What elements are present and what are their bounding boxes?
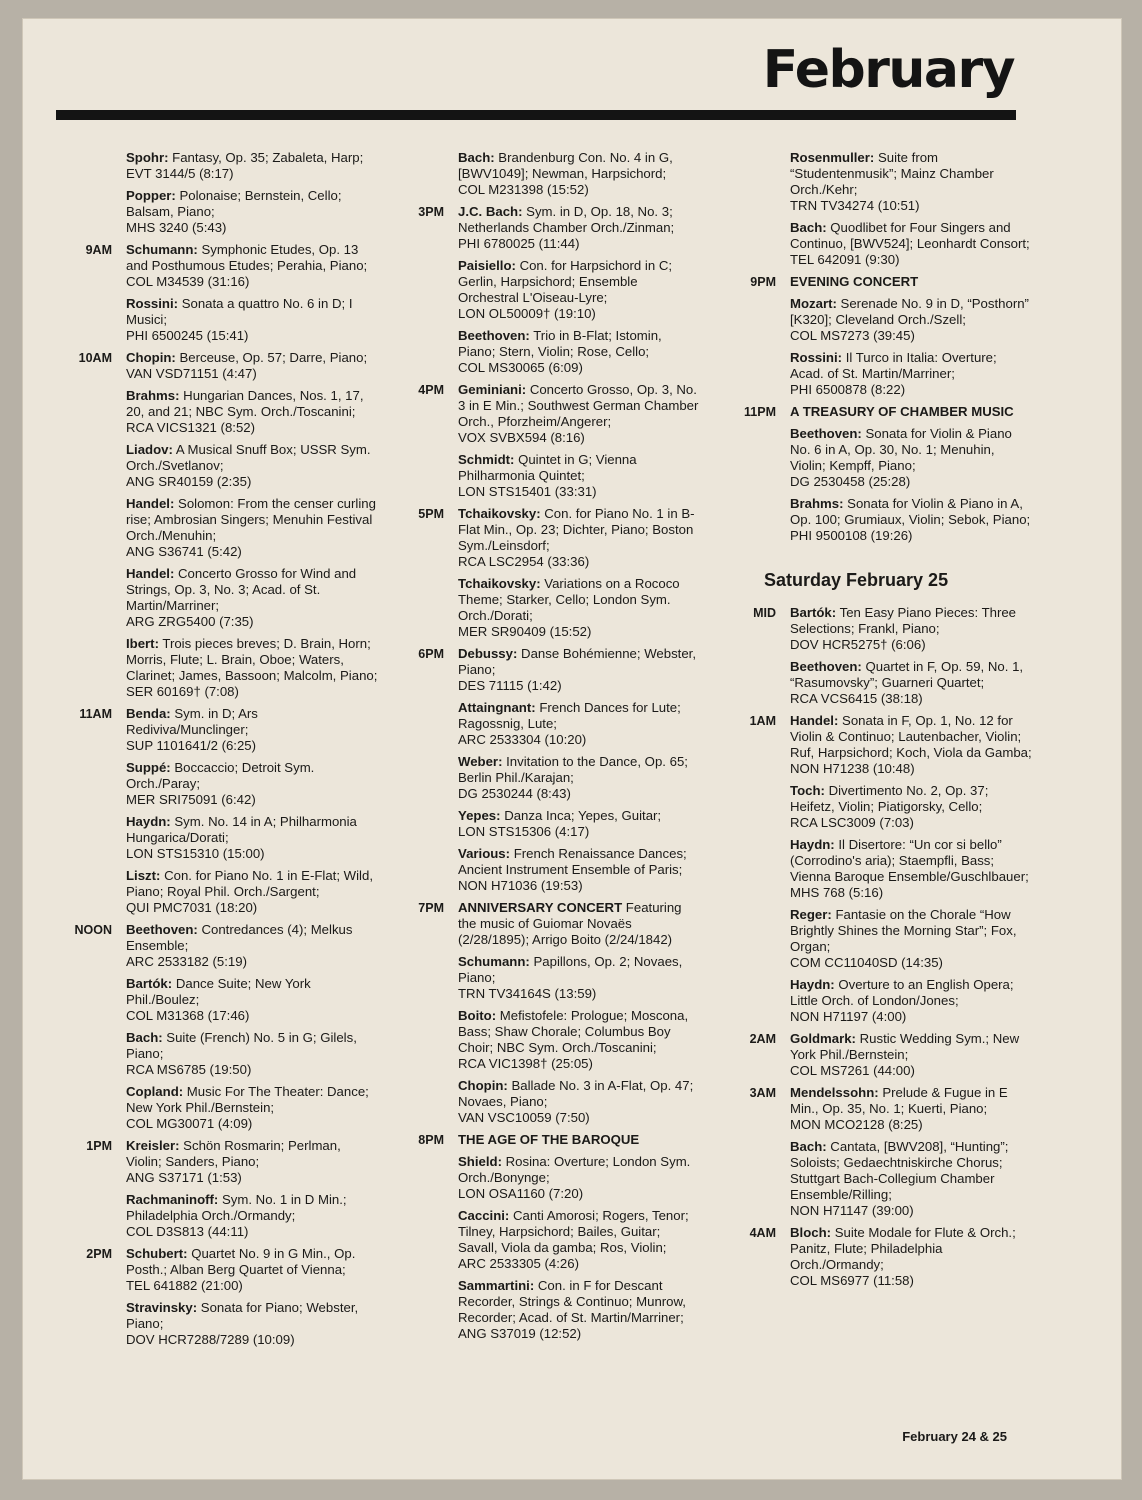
program-details: Ten Easy Piano Pieces: Three Selections; Frankl, Piano; [790, 605, 1017, 636]
schedule-entry [48, 1246, 378, 1294]
composer-name: Handel: [126, 566, 175, 581]
program-details: Featuring the music of Guiomar Novaës (2/28/1895); Arrigo Boito (2/24/1842) [458, 900, 682, 947]
composer-name: Bach: [790, 220, 827, 235]
program-details: Con. for Harpsichord in C; Gerlin, Harpsichord; Ensemble Orchestral L'Oiseau-Lyre; [458, 258, 673, 305]
time-slot: 9AM [85, 243, 112, 257]
composer-name: Rachmaninoff: [126, 1192, 219, 1207]
composer-name: Benda: [126, 706, 171, 721]
schedule-entry [712, 907, 1032, 971]
catalog-number: RCA VIC1398† (25:05) [458, 1056, 593, 1071]
catalog-number: COL M31368 (17:46) [126, 1008, 250, 1023]
schedule-entry [380, 1154, 700, 1202]
schedule-entry [48, 814, 378, 862]
catalog-number: ANG S37171 (1:53) [126, 1170, 242, 1185]
composer-name: Beethoven: [790, 659, 862, 674]
schedule-entry [48, 976, 378, 1024]
catalog-number: LON STS15310 (15:00) [126, 846, 265, 861]
composer-name: Brahms: [126, 388, 180, 403]
composer-name: Rossini: [126, 296, 179, 311]
program-details: Trois pieces breves; D. Brain, Horn; Morris, Flute; L. Brain, Oboe; Waters, Clarinet; James, Bassoon; Malcolm, Piano; [126, 636, 378, 683]
composer-name: Shield: [458, 1154, 502, 1169]
program-details: Solomon: From the censer curling rise; Ambrosian Singers; Menuhin Festival Orch./Menuhin; [126, 496, 376, 543]
catalog-number: TRN TV34274 (10:51) [790, 198, 920, 213]
schedule-entry [712, 1031, 1032, 1079]
schedule-entry [48, 1084, 378, 1132]
composer-name: Haydn: [790, 837, 835, 852]
schedule-entry [380, 150, 700, 198]
schedule-entry [380, 954, 700, 1002]
program-details: A Musical Snuff Box; USSR Sym. Orch./Svetlanov; [126, 442, 371, 473]
program-details: Rustic Wedding Sym.; New York Phil./Bernstein; [790, 1031, 1020, 1062]
schedule-entry [380, 1208, 700, 1272]
program-details: Dance Suite; New York Phil./Boulez; [126, 976, 311, 1007]
composer-name: Various: [458, 846, 511, 861]
time-slot: 2PM [86, 1247, 112, 1261]
composer-name: Schumann: [126, 242, 198, 257]
composer-name: Copland: [126, 1084, 184, 1099]
schedule-entry [48, 188, 378, 236]
program-details: Sym. in D; Ars Rediviva/Munclinger; [126, 706, 258, 737]
schedule-entry [380, 900, 700, 948]
schedule-entry [712, 977, 1032, 1025]
catalog-number: DG 2530244 (8:43) [458, 786, 571, 801]
catalog-number: DG 2530458 (25:28) [790, 474, 911, 489]
program-details: Canti Amorosi; Rogers, Tenor; Tilney, Harpsichord; Bailes, Guitar; Savall, Viola da gamba; Ros, Violin; [458, 1208, 689, 1255]
composer-name: Goldmark: [790, 1031, 856, 1046]
program-details: Ballade No. 3 in A-Flat, Op. 47; Novaes, Piano; [458, 1078, 694, 1109]
catalog-number: NON H71036 (19:53) [458, 878, 583, 893]
composer-name: Geminiani: [458, 382, 527, 397]
composer-name: Caccini: [458, 1208, 510, 1223]
schedule-entry [712, 296, 1032, 344]
program-details: Fantasy, Op. 35; Zabaleta, Harp; [168, 150, 364, 165]
schedule-entry [380, 204, 700, 252]
schedule-entry [712, 220, 1032, 268]
catalog-number: VAN VSD71151 (4:47) [126, 366, 257, 381]
composer-name: Bach: [126, 1030, 163, 1045]
time-slot: 10AM [78, 351, 112, 365]
schedule-entry [380, 1008, 700, 1072]
composer-name: Mendelssohn: [790, 1085, 879, 1100]
catalog-number: COL MS6977 (11:58) [790, 1273, 914, 1288]
schedule-entry [712, 1139, 1032, 1219]
composer-name: Beethoven: [790, 426, 862, 441]
composer-name: Yepes: [458, 808, 501, 823]
catalog-number: DES 71115 (1:42) [458, 678, 562, 693]
catalog-number: ARC 2533304 (10:20) [458, 732, 587, 747]
schedule-entry [380, 258, 700, 322]
program-details: Quartet in F, Op. 59, No. 1, “Rasumovsky”; Guarneri Quartet; [790, 659, 1024, 690]
composer-name: Kreisler: [126, 1138, 180, 1153]
schedule-entry [48, 1030, 378, 1078]
program-details: Danza Inca; Yepes, Guitar; [500, 808, 662, 823]
catalog-number: LON OL50009† (19:10) [458, 306, 596, 321]
program-details: Il Disertore: “Un cor si bello” (Corrodino's aria); Staempfli, Bass; Vienna Baroque Ensemble/Guschlbauer; [790, 837, 1029, 884]
schedule-entry [712, 1225, 1032, 1289]
program-details: Suite (French) No. 5 in G; Gilels, Piano; [126, 1030, 357, 1061]
composer-name: Bartók: [126, 976, 173, 991]
schedule-entry [712, 350, 1032, 398]
program-details: Con. for Piano No. 1 in B-Flat Min., Op. 23; Dichter, Piano; Boston Sym./Leinsdorf; [458, 506, 695, 553]
schedule-entry [48, 868, 378, 916]
composer-name: Bach: [790, 1139, 827, 1154]
program-details: Variations on a Rococo Theme; Starker, Cello; London Sym. Orch./Dorati; [458, 576, 680, 623]
composer-name: Liadov: [126, 442, 173, 457]
program-details: Boccaccio; Detroit Sym. Orch./Paray; [126, 760, 315, 791]
time-slot: MID [753, 606, 776, 620]
magazine-page [22, 18, 1122, 1480]
catalog-number: RCA LSC2954 (33:36) [458, 554, 590, 569]
time-slot: 4PM [418, 383, 444, 397]
catalog-number: COL M34539 (31:16) [126, 274, 250, 289]
schedule-entry [48, 760, 378, 808]
catalog-number: MHS 3240 (5:43) [126, 220, 227, 235]
catalog-number: COL M231398 (15:52) [458, 182, 589, 197]
composer-name: Attaingnant: [458, 700, 536, 715]
schedule-column-2 [380, 150, 700, 1348]
schedule-entry [48, 636, 378, 700]
program-details: Cantata, [BWV208], “Hunting”; Soloists; Gedaechtniskirche Chorus; Stuttgart Bach-Collegium Chamber Ensemble/Rilling; [790, 1139, 1009, 1202]
program-details: Quodlibet for Four Singers and Continuo, [BWV524]; Leonhardt Consort; [790, 220, 1030, 251]
program-details: Rosina: Overture; London Sym. Orch./Bonynge; [458, 1154, 691, 1185]
schedule-entry [380, 1078, 700, 1126]
program-details: French Dances for Lute; Ragossnig, Lute; [458, 700, 681, 731]
program-details: Suite Modale for Flute & Orch.; Panitz, Flute; Philadelphia Orch./Ormandy; [790, 1225, 1016, 1272]
time-slot: 4AM [749, 1226, 776, 1240]
program-details: Symphonic Etudes, Op. 13 and Posthumous Etudes; Perahia, Piano; [126, 242, 368, 273]
composer-name: Brahms: [790, 496, 844, 511]
schedule-column-1 [48, 150, 378, 1354]
composer-name: Reger: [790, 907, 832, 922]
catalog-number: LON STS15401 (33:31) [458, 484, 597, 499]
composer-name: Ibert: [126, 636, 159, 651]
program-details: Il Turco in Italia: Overture; Acad. of St. Martin/Marriner; [790, 350, 997, 381]
catalog-number: ANG S37019 (12:52) [458, 1326, 582, 1341]
schedule-entry [48, 150, 378, 182]
schedule-entry [380, 382, 700, 446]
catalog-number: MHS 768 (5:16) [790, 885, 884, 900]
schedule-entry [712, 783, 1032, 831]
composer-name: Tchaikovsky: [458, 506, 541, 521]
catalog-number: TEL 641882 (21:00) [126, 1278, 243, 1293]
program-details: Papillons, Op. 2; Novaes, Piano; [458, 954, 683, 985]
catalog-number: ANG SR40159 (2:35) [126, 474, 252, 489]
page-title: February [762, 40, 1014, 100]
schedule-entry [48, 922, 378, 970]
program-details: Sonata for Violin & Piano in A, Op. 100; Grumiaux, Violin; Sebok, Piano; [790, 496, 1031, 527]
composer-name: Mozart: [790, 296, 837, 311]
schedule-entry [380, 846, 700, 894]
composer-name: Schumann: [458, 954, 530, 969]
time-slot: 11AM [79, 707, 112, 721]
time-slot: 9PM [750, 275, 776, 289]
composer-name: Haydn: [126, 814, 171, 829]
composer-name: Schmidt: [458, 452, 515, 467]
catalog-number: ARG ZRG5400 (7:35) [126, 614, 254, 629]
catalog-number: MON MCO2128 (8:25) [790, 1117, 923, 1132]
catalog-number: NON H71147 (39:00) [790, 1203, 914, 1218]
composer-name: A TREASURY OF CHAMBER MUSIC [790, 404, 1014, 419]
program-details: Danse Bohémienne; Webster, Piano; [458, 646, 696, 677]
program-details: Contredances (4); Melkus Ensemble; [126, 922, 353, 953]
program-details: Suite from “Studentenmusik”; Mainz Chamber Orch./Kehr; [790, 150, 994, 197]
time-slot: 3AM [749, 1086, 776, 1100]
composer-name: Weber: [458, 754, 503, 769]
composer-name: Beethoven: [458, 328, 530, 343]
composer-name: J.C. Bach: [458, 204, 523, 219]
program-details: French Renaissance Dances; Ancient Instrument Ensemble of Paris; [458, 846, 687, 877]
catalog-number: VOX SVBX594 (8:16) [458, 430, 585, 445]
catalog-number: RCA LSC3009 (7:03) [790, 815, 914, 830]
catalog-number: PHI 6780025 (11:44) [458, 236, 580, 251]
catalog-number: COL MG30071 (4:09) [126, 1116, 253, 1131]
catalog-number: COL MS30065 (6:09) [458, 360, 583, 375]
catalog-number: PHI 6500878 (8:22) [790, 382, 906, 397]
program-details: Sonata a quattro No. 6 in D; I Musici; [126, 296, 353, 327]
composer-name: Schubert: [126, 1246, 188, 1261]
program-details: Sonata in F, Op. 1, No. 12 for Violin & Continuo; Lautenbacher, Violin; Ruf, Harpsichord; Koch, Viola da Gamba; [790, 713, 1032, 760]
catalog-number: COL MS7261 (44:00) [790, 1063, 915, 1078]
composer-name: Debussy: [458, 646, 518, 661]
composer-name: Liszt: [126, 868, 161, 883]
time-slot: 3PM [418, 205, 444, 219]
schedule-entry [380, 646, 700, 694]
schedule-entry [712, 426, 1032, 490]
program-details: Quartet No. 9 in G Min., Op. Posth.; Alban Berg Quartet of Vienna; [126, 1246, 356, 1277]
program-details: Sym. No. 1 in D Min.; Philadelphia Orch./Ormandy; [126, 1192, 347, 1223]
schedule-entry [380, 808, 700, 840]
header-rule [56, 110, 1016, 120]
schedule-entry [48, 1138, 378, 1186]
schedule-entry [380, 754, 700, 802]
page-footer: February 24 & 25 [902, 1429, 1007, 1444]
schedule-entry [380, 1132, 700, 1148]
schedule-entry [380, 328, 700, 376]
day-heading: Saturday February 25 [764, 570, 949, 590]
program-details: Sym. in D, Op. 18, No. 3; Netherlands Chamber Orch./Zinman; [458, 204, 675, 235]
composer-name: Beethoven: [126, 922, 198, 937]
schedule-entry [48, 242, 378, 290]
time-slot: 7PM [418, 901, 444, 915]
schedule-entry [48, 496, 378, 560]
program-details: Brandenburg Con. No. 4 in G, [BWV1049]; Newman, Harpsichord; [458, 150, 673, 181]
schedule-entry [380, 1278, 700, 1342]
schedule-entry [712, 605, 1032, 653]
time-slot: 1AM [749, 714, 776, 728]
composer-name: Handel: [126, 496, 175, 511]
program-details: Fantasie on the Chorale “How Brightly Shines the Morning Star”; Fox, Organ; [790, 907, 1017, 954]
schedule-entry [48, 1192, 378, 1240]
catalog-number: MER SRI75091 (6:42) [126, 792, 256, 807]
catalog-number: TEL 642091 (9:30) [790, 252, 900, 267]
composer-name: Bartók: [790, 605, 837, 620]
composer-name: Bloch: [790, 1225, 832, 1240]
catalog-number: SER 60169† (7:08) [126, 684, 239, 699]
composer-name: Rossini: [790, 350, 843, 365]
composer-name: Paisiello: [458, 258, 516, 273]
catalog-number: NON H71238 (10:48) [790, 761, 915, 776]
program-details: Prelude & Fugue in E Min., Op. 35, No. 1; Kuerti, Piano; [790, 1085, 1008, 1116]
composer-name: Handel: [790, 713, 839, 728]
time-slot: NOON [74, 923, 112, 937]
program-details: Music For The Theater: Dance; New York Phil./Bernstein; [126, 1084, 369, 1115]
time-slot: 8PM [418, 1133, 444, 1147]
time-slot: 11PM [744, 405, 776, 419]
program-details: Con. for Piano No. 1 in E-Flat; Wild, Piano; Royal Phil. Orch./Sargent; [126, 868, 373, 899]
catalog-number: LON STS15306 (4:17) [458, 824, 590, 839]
program-details: Berceuse, Op. 57; Darre, Piano; [175, 350, 368, 365]
catalog-number: COM CC11040SD (14:35) [790, 955, 943, 970]
schedule-entry [712, 404, 1032, 420]
schedule-entry [380, 700, 700, 748]
schedule-entry [712, 496, 1032, 544]
catalog-number: LON OSA1160 (7:20) [458, 1186, 584, 1201]
schedule-entry [48, 1300, 378, 1348]
catalog-number: ARC 2533305 (4:26) [458, 1256, 579, 1271]
catalog-number: COL MS7273 (39:45) [790, 328, 915, 343]
time-slot: 2AM [749, 1032, 776, 1046]
catalog-number: QUI PMC7031 (18:20) [126, 900, 258, 915]
program-details: Overture to an English Opera; Little Orch. of London/Jones; [790, 977, 1014, 1008]
time-slot: 1PM [86, 1139, 112, 1153]
composer-name: Stravinsky: [126, 1300, 198, 1315]
catalog-number: DOV HCR5275† (6:06) [790, 637, 926, 652]
program-details: Invitation to the Dance, Op. 65; Berlin Phil./Karajan; [458, 754, 688, 785]
catalog-number: RCA VICS1321 (8:52) [126, 420, 256, 435]
catalog-number: RCA VCS6415 (38:18) [790, 691, 923, 706]
program-details: Polonaise; Bernstein, Cello; Balsam, Piano; [126, 188, 342, 219]
schedule-entry [48, 388, 378, 436]
schedule-entry [48, 566, 378, 630]
catalog-number: ARC 2533182 (5:19) [126, 954, 247, 969]
composer-name: Bach: [458, 150, 495, 165]
catalog-number: RCA MS6785 (19:50) [126, 1062, 252, 1077]
program-details: Concerto Grosso, Op. 3, No. 3 in E Min.; Southwest German Chamber Orch., Pforzheim/Angerer; [458, 382, 699, 429]
program-details: Schön Rosmarin; Perlman, Violin; Sanders, Piano; [126, 1138, 341, 1169]
schedule-entry [380, 452, 700, 500]
composer-name: Suppé: [126, 760, 171, 775]
time-slot: 6PM [418, 647, 444, 661]
catalog-number: TRN TV34164S (13:59) [458, 986, 597, 1001]
schedule-entry [380, 506, 700, 570]
schedule-entry [712, 713, 1032, 777]
program-details: Con. in F for Descant Recorder, Strings & Continuo; Munrow, Recorder; Acad. of St. Martin/Marriner; [458, 1278, 686, 1325]
composer-name: Chopin: [126, 350, 176, 365]
schedule-entry [380, 576, 700, 640]
program-details: Sonata for Piano; Webster, Piano; [126, 1300, 359, 1331]
schedule-entry [48, 706, 378, 754]
time-slot: 5PM [418, 507, 444, 521]
schedule-entry [48, 442, 378, 490]
catalog-number: PHI 6500245 (15:41) [126, 328, 249, 343]
schedule-entry [712, 274, 1032, 290]
composer-name: THE AGE OF THE BAROQUE [458, 1132, 640, 1147]
program-details: Sym. No. 14 in A; Philharmonia Hungarica/Dorati; [126, 814, 357, 845]
program-details: Serenade No. 9 in D, “Posthorn” [K320]; Cleveland Orch./Szell; [790, 296, 1029, 327]
catalog-number: SUP 1101641/2 (6:25) [126, 738, 257, 753]
composer-name: Rosenmuller: [790, 150, 875, 165]
composer-name: Popper: [126, 188, 176, 203]
composer-name: EVENING CONCERT [790, 274, 919, 289]
composer-name: Boito: [458, 1008, 497, 1023]
program-details: Quintet in G; Vienna Philharmonia Quintet; [458, 452, 637, 483]
schedule-entry [712, 150, 1032, 214]
catalog-number: EVT 3144/5 (8:17) [126, 166, 234, 181]
program-details: Divertimento No. 2, Op. 37; Heifetz, Violin; Piatigorsky, Cello; [790, 783, 989, 814]
schedule-entry [48, 350, 378, 382]
catalog-number: VAN VSC10059 (7:50) [458, 1110, 590, 1125]
program-details: Hungarian Dances, Nos. 1, 17, 20, and 21; NBC Sym. Orch./Toscanini; [126, 388, 364, 419]
composer-name: Spohr: [126, 150, 169, 165]
catalog-number: DOV HCR7288/7289 (10:09) [126, 1332, 295, 1347]
schedule-entry [712, 659, 1032, 707]
catalog-number: ANG S36741 (5:42) [126, 544, 242, 559]
schedule-entry [48, 296, 378, 344]
composer-name: Toch: [790, 783, 825, 798]
program-details: Sonata for Violin & Piano No. 6 in A, Op. 30, No. 1; Menuhin, Violin; Kempff, Piano; [790, 426, 1012, 473]
program-details: Mefistofele: Prologue; Moscona, Bass; Shaw Chorale; Columbus Boy Choir; NBC Sym. Orch./Toscanini; [458, 1008, 689, 1055]
composer-name: ANNIVERSARY CONCERT [458, 900, 623, 915]
composer-name: Haydn: [790, 977, 835, 992]
catalog-number: NON H71197 (4:00) [790, 1009, 907, 1024]
schedule-entry [712, 837, 1032, 901]
schedule-column-3 [712, 150, 1032, 1295]
schedule-entry [712, 1085, 1032, 1133]
catalog-number: COL D3S813 (44:11) [126, 1224, 249, 1239]
composer-name: Chopin: [458, 1078, 508, 1093]
composer-name: Tchaikovsky: [458, 576, 541, 591]
catalog-number: MER SR90409 (15:52) [458, 624, 592, 639]
catalog-number: PHI 9500108 (19:26) [790, 528, 913, 543]
composer-name: Sammartini: [458, 1278, 535, 1293]
program-details: Trio in B-Flat; Istomin, Piano; Stern, Violin; Rose, Cello; [458, 328, 662, 359]
program-details: Concerto Grosso for Wind and Strings, Op. 3, No. 3; Acad. of St. Martin/Marriner; [126, 566, 357, 613]
